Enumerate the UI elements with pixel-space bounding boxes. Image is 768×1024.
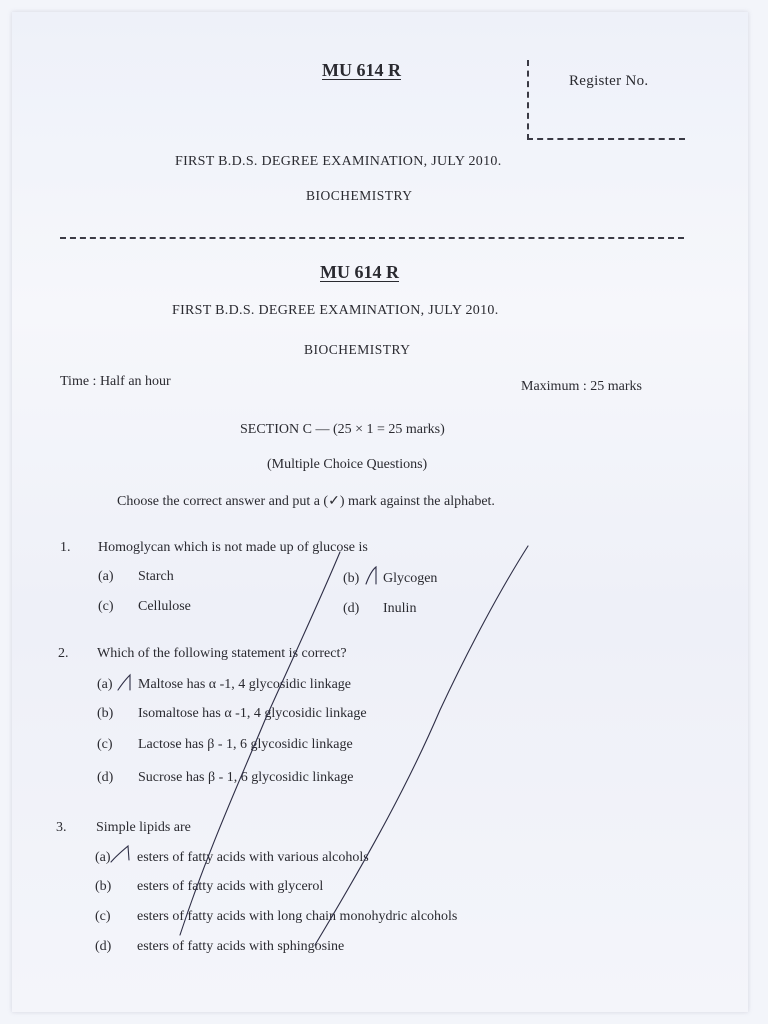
subject: BIOCHEMISTRY (304, 342, 411, 357)
option-text: Inulin (383, 601, 417, 616)
option-text: esters of fatty acids with sphingosine (137, 939, 345, 954)
option-letter: (d) (343, 601, 360, 616)
option-letter: (b) (95, 879, 112, 894)
section-heading: SECTION C — (25 × 1 = 25 marks) (240, 422, 445, 437)
paper-code: MU 614 R (320, 262, 399, 282)
option-text: Sucrose has β - 1, 6 glycosidic linkage (138, 770, 354, 785)
option-text: esters of fatty acids with various alcohols (137, 850, 369, 865)
mcq-label: (Multiple Choice Questions) (267, 457, 428, 472)
subject-top: BIOCHEMISTRY (306, 188, 413, 203)
option-text: esters of fatty acids with long chain monohydric alcohols (137, 909, 458, 924)
option-letter: (a) (97, 677, 113, 692)
option-text: Cellulose (138, 599, 191, 614)
option-letter: (c) (95, 909, 111, 924)
question-text: Simple lipids are (96, 820, 191, 835)
option-text: Glycogen (383, 571, 438, 586)
maximum-marks: Maximum : 25 marks (521, 379, 642, 394)
register-number-box (527, 60, 685, 140)
option-text: Starch (138, 569, 174, 584)
option-letter: (a) (95, 850, 111, 865)
exam-title-top: FIRST B.D.S. DEGREE EXAMINATION, JULY 2010. (175, 154, 502, 169)
option-letter: (c) (98, 599, 114, 614)
option-letter: (b) (97, 706, 114, 721)
option-letter: (d) (95, 939, 112, 954)
option-text: Isomaltose has α -1, 4 glycosidic linkage (138, 706, 367, 721)
option-letter: (a) (98, 569, 114, 584)
paper-code-top: MU 614 R (322, 60, 401, 80)
question-number: 3. (56, 820, 67, 835)
tear-line (60, 237, 684, 239)
option-text: esters of fatty acids with glycerol (137, 879, 324, 894)
option-letter: (d) (97, 770, 114, 785)
question-text: Homoglycan which is not made up of glucose is (98, 540, 368, 555)
instruction: Choose the correct answer and put a (✓) mark against the alphabet. (117, 494, 495, 509)
question-text: Which of the following statement is correct? (97, 646, 347, 661)
option-text: Lactose has β - 1, 6 glycosidic linkage (138, 737, 353, 752)
question-number: 2. (58, 646, 69, 661)
option-letter: (b) (343, 571, 360, 586)
option-text: Maltose has α -1, 4 glycosidic linkage (138, 677, 352, 692)
time-allowed: Time : Half an hour (60, 374, 171, 389)
question-number: 1. (60, 540, 71, 555)
option-letter: (c) (97, 737, 113, 752)
register-number-label: Register No. (569, 73, 649, 89)
exam-title: FIRST B.D.S. DEGREE EXAMINATION, JULY 2010. (172, 303, 499, 318)
